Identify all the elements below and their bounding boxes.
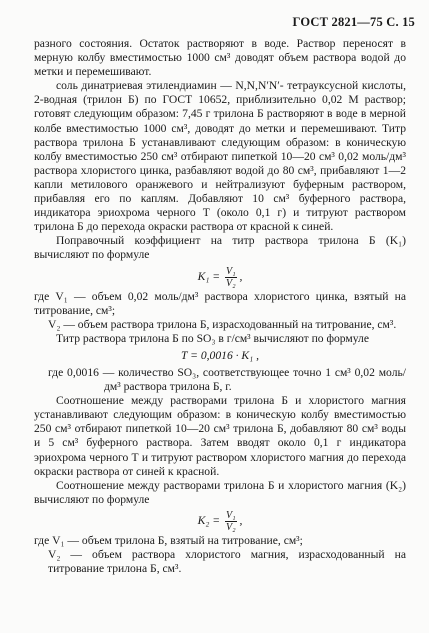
formula-k2-lhs: K₂ =	[197, 514, 221, 528]
formula-k2-numerator: V₁	[226, 509, 236, 521]
paragraph-4: Титр раствора трилона Б по SO₃ в г/см³ вычисляют по формуле	[56, 331, 369, 345]
formula-k2	[34, 510, 406, 533]
where-1b: V₂ — объем раствора трилона Б, израсходованный на титрование, см³.	[48, 317, 397, 331]
formula-k2-fraction	[225, 510, 237, 533]
formula-k1-fraction	[225, 266, 237, 289]
formula-k1	[34, 266, 406, 289]
formula-k2-tail: ,	[239, 514, 243, 528]
paragraph-6: Соотношение между растворами трилона Б и хлористого магния (K₂) вычисляют по формуле	[34, 478, 406, 506]
formula-k1-lhs: K₁ =	[197, 269, 221, 283]
paragraph-1: разного состояния. Остаток растворяют в воде. Раствор переносят в мерную колбу вместимостью 1000 см³ доводят объем раствора водой до метки и перемешивают.	[34, 37, 406, 79]
paragraph-2: соль динатриевая этилендиамин — N,N,N′N′- тетрауксусной кислоты, 2-водная (трилон Б) по ГОСТ 10652, приблизительно 0,02 М раствор; готовят следующим образом: 7,45 г трилона Б растворяют в воде в мерной колбе вместимостью 1000 см³, доводят до метки и перемешивают. Титр раствора трилона Б устанавливают следующим образом: в коническую колбу вместимостью 250 см³ отбирают пипеткой 10—20 см³ 0,02 моль/дм³ раствора хлористого цинка, разбавляют водой до 80 см³, прибавляют 1—2 капли метилового оранжевого и нейтрализуют буферным раствором, прибавляя его по каплям. Добавляют 10 см³ буферного раствора, индикатора эриохрома черного Т (около 0,1 г) и титруют раствором трилона Б до перехода окраски раствора от красной к синей.	[34, 79, 406, 234]
paragraph-3: Поправочный коэффициент на титр раствора трилона Б (K₁) вычисляют по формуле	[34, 234, 406, 262]
paragraph-5: Соотношение между растворами трилона Б и хлористого магния устанавливают следующим образом: в коническую колбу вместимостью 250 см³ отбирают пипеткой 10—20 см³ трилона Б, добавляют 80 см³ воды и 5 см³ буферного раствора. Затем вводят около 0,1 г индикатора эриохрома черного Т и титруют раствором хлористого магния до перехода окраски раствора от синей к красной.	[34, 394, 406, 478]
formula-k2-denominator: V₂	[226, 521, 236, 533]
formula-k1-tail: ,	[239, 269, 243, 283]
where-2a: где 0,0016 — количество SO₃, соответствующее точно 1 см³ 0,02 моль/дм³ раствора трилона Б, г.	[48, 365, 406, 394]
formula-k1-numerator: V₁	[226, 265, 236, 277]
where-3b: V₂ — объем раствора хлористого магния, израсходованный на титрование трилона Б, см³.	[48, 548, 406, 576]
document-body	[34, 37, 406, 576]
page-header: ГОСТ 2821—75 С. 15	[292, 15, 415, 29]
formula-t: T = 0,0016 · K₁ ,	[181, 348, 259, 362]
where-3a: где V₁ — объем трилона Б, взятый на титрование, см³;	[34, 533, 303, 547]
formula-k1-denominator: V₂	[226, 277, 236, 289]
where-1a: где V₁ — объем 0,02 моль/дм³ раствора хлористого цинка, взятый на титрование, см³;	[34, 289, 406, 317]
